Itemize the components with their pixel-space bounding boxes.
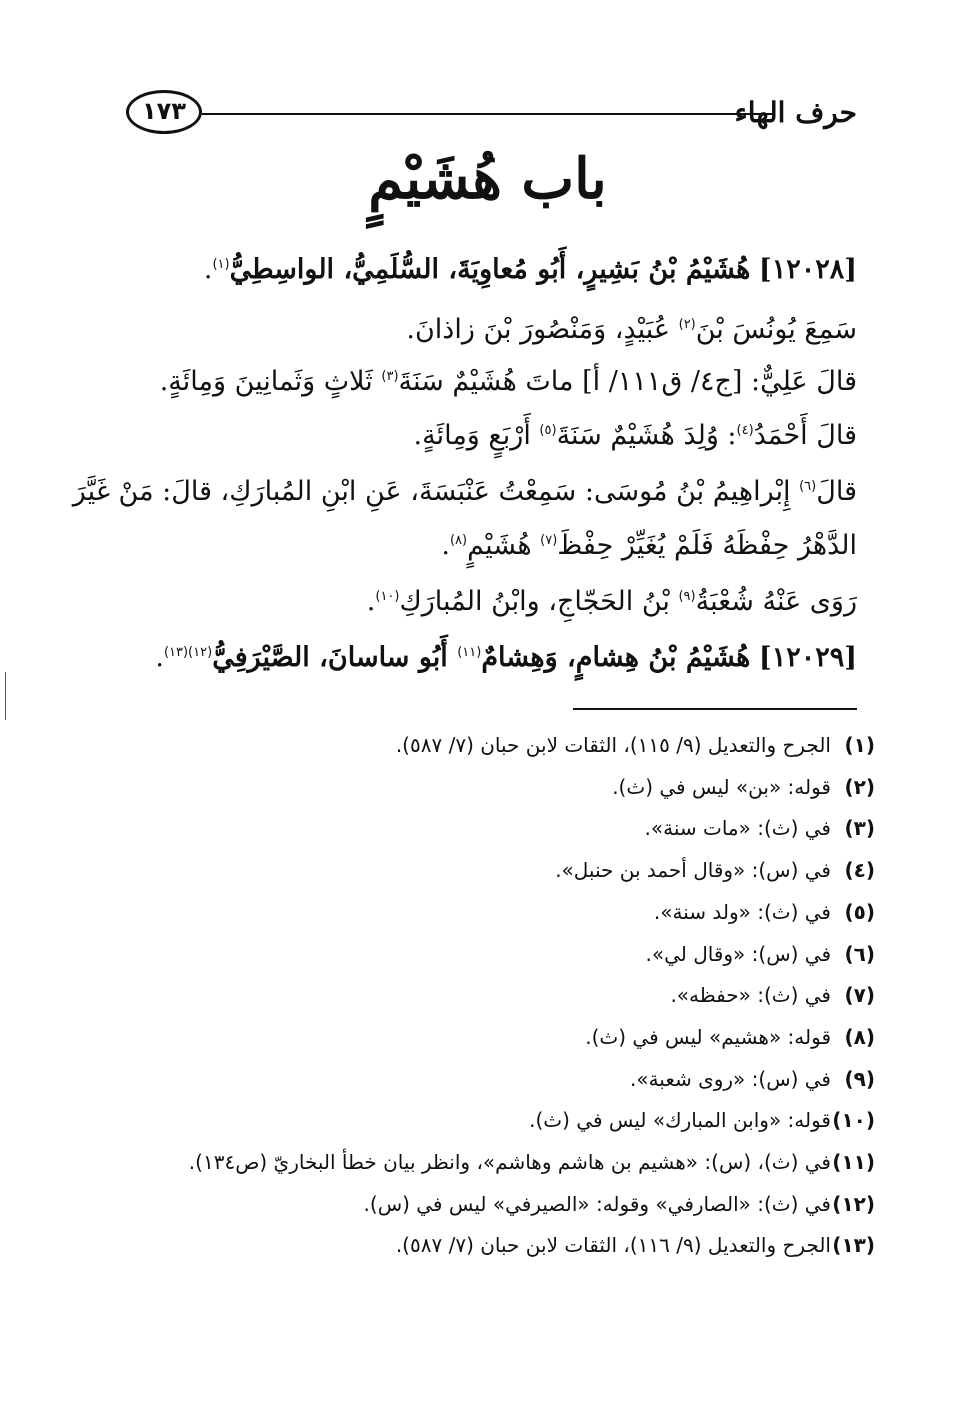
footnote-number: (٥) (844, 900, 875, 924)
footnote (585, 1022, 875, 1052)
footnote-number: (١٢) (832, 1192, 875, 1216)
text-segment: هُشَيْمٍ (467, 530, 541, 561)
footnote-number: (٣) (844, 816, 875, 840)
text-segment: الدَّهْرُ حِفْظَهُ فَلَمْ يُغَيِّرْ حِفْظَ (557, 530, 857, 561)
footnote (529, 1105, 875, 1135)
text-segment: : وُلِدَ هُشَيْمٌ سَنَةَ (556, 420, 737, 451)
footnote-text: قوله: «هشيم» ليس في (ث). (585, 1025, 831, 1049)
footnote (189, 1147, 875, 1177)
footnote-ref: (٧) (540, 533, 558, 548)
footnote-text: في (س): «روى شعبة». (629, 1067, 831, 1091)
chapter-title: باب هُشَيْمٍ (368, 146, 607, 212)
footnote-number: (٧) (844, 983, 875, 1007)
text-line (406, 310, 857, 350)
text-segment: إِبْراهِيمُ بْنُ مُوسَى: سَمِعْتُ عَنْبَسَةَ، عَنِ ابْنِ المُبارَكِ، قالَ: مَنْ غَيَّرَ (72, 476, 800, 507)
footnote (555, 855, 875, 885)
text-segment: عُبَيْدٍ، وَمَنْصُورَ بْنَ زاذانَ. (406, 314, 679, 345)
footnote-number: (٤) (844, 858, 875, 882)
footnote-text: قوله: «وابن المبارك» ليس في (ث). (529, 1108, 831, 1132)
entry-heading (155, 638, 857, 678)
footnote-number: (١٣) (832, 1233, 875, 1257)
running-title: حرف الهاء (734, 96, 857, 129)
text-line (367, 582, 857, 622)
footnote-number: (٢) (844, 775, 875, 799)
punctuation: . (203, 254, 213, 285)
footnote (612, 772, 875, 802)
text-segment: . (366, 586, 376, 617)
entry-number: [١٢٠٢٩] (758, 642, 857, 673)
footnote-text: في (س): «وقال أحمد بن حنبل». (555, 858, 831, 882)
punctuation: . (155, 642, 164, 673)
footnote (646, 939, 876, 969)
footnote-number: (١١) (832, 1150, 875, 1174)
footnote (630, 1064, 875, 1094)
footnote-text: في (ث)، (س): «هشيم بن هاشم وهاشم»، وانظر بيان خطأ البخاريّ (ص١٣٤). (188, 1150, 831, 1174)
footnote-number: (٨) (844, 1025, 875, 1049)
footnote (396, 730, 875, 760)
footnote (364, 1189, 875, 1219)
footnote (654, 897, 875, 927)
narrator-name: هُشَيْمُ بْنُ بَشِيرٍ، أَبُو مُعاوِيَةَ، السُّلَمِيُّ، الواسِطِيُّ (229, 254, 751, 285)
header-rule (202, 113, 775, 115)
footnote-text: الجرح والتعديل (٩/ ١١٦)، الثقات لابن حبان (٧/ ٥٨٧). (395, 1233, 831, 1257)
text-segment: رَوَى عَنْهُ شُعْبَةُ (695, 586, 857, 617)
footnote (670, 980, 875, 1010)
text-segment: قالَ (816, 476, 857, 507)
footnote-ref: (١٢)(١٣) (163, 645, 213, 660)
footnote-ref: (٥) (539, 423, 557, 438)
text-segment: سَمِعَ يُونُسَ بْنَ (695, 314, 857, 345)
text-segment: أَرْبَعٍ وَمِائَةٍ. (413, 420, 540, 451)
footnote-text: في (س): «وقال لي». (645, 942, 831, 966)
text-line (73, 472, 857, 512)
footnote-ref: (٣) (381, 369, 399, 384)
text-segment: بْنُ الحَجّاجِ، وابْنُ المُبارَكِ (399, 586, 679, 617)
footnote-number: (٦) (844, 942, 875, 966)
narrator-name: أَبُو ساسانَ، الصَّيْرَفِيُّ (212, 642, 458, 673)
footnote-text: في (ث): «ولد سنة». (653, 900, 831, 924)
narrator-name: هُشَيْمُ بْنُ هِشامٍ، وَهِشامٌ (481, 642, 751, 673)
footnote-text: في (ث): «مات سنة». (644, 816, 831, 840)
text-line (414, 416, 857, 456)
footnote-ref: (١) (212, 257, 230, 272)
footnote-text: في (ث): «الصارفي» وقوله: «الصيرفي» ليس في (س). (363, 1192, 831, 1216)
footnote-ref: (٦) (799, 479, 817, 494)
footnote-number: (٩) (844, 1067, 875, 1091)
footnote-text: قوله: «بن» ليس في (ث). (612, 775, 831, 799)
text-line (441, 526, 857, 566)
page-number: ١٧٣ (126, 90, 202, 134)
text-segment: قالَ أَحْمَدُ (753, 420, 857, 451)
footnote-ref: (٢) (678, 317, 696, 332)
footnote-number: (١) (844, 733, 875, 757)
footnote-ref: (٨) (449, 533, 468, 548)
footnote-ref: (٤) (736, 423, 754, 438)
text-line (160, 362, 857, 402)
footnote-number: (١٠) (832, 1108, 875, 1132)
footnote-ref: (١٠) (375, 589, 400, 604)
scan-margin-mark (5, 672, 6, 720)
text-segment: ثَلاثٍ وَثَمانِينَ وَمِائَةٍ. (159, 366, 382, 397)
text-segment: قالَ عَلِيٌّ: [ج٤/ ق١١١/ أ] ماتَ هُشَيْمٌ سَنَةَ (398, 366, 857, 397)
footnote-text: الجرح والتعديل (٩/ ١١٥)، الثقات لابن حبان (٧/ ٥٨٧). (395, 733, 831, 757)
footnote-text: في (ث): «حفظه». (670, 983, 831, 1007)
text-segment: . (441, 530, 450, 561)
footnote (396, 1230, 875, 1260)
entry-heading (204, 250, 857, 290)
footnote (645, 813, 875, 843)
footnote-ref: (٩) (678, 589, 696, 604)
entry-number: [١٢٠٢٨] (758, 254, 857, 285)
footnote-rule (573, 708, 857, 710)
footnote-ref: (١١) (457, 645, 482, 660)
